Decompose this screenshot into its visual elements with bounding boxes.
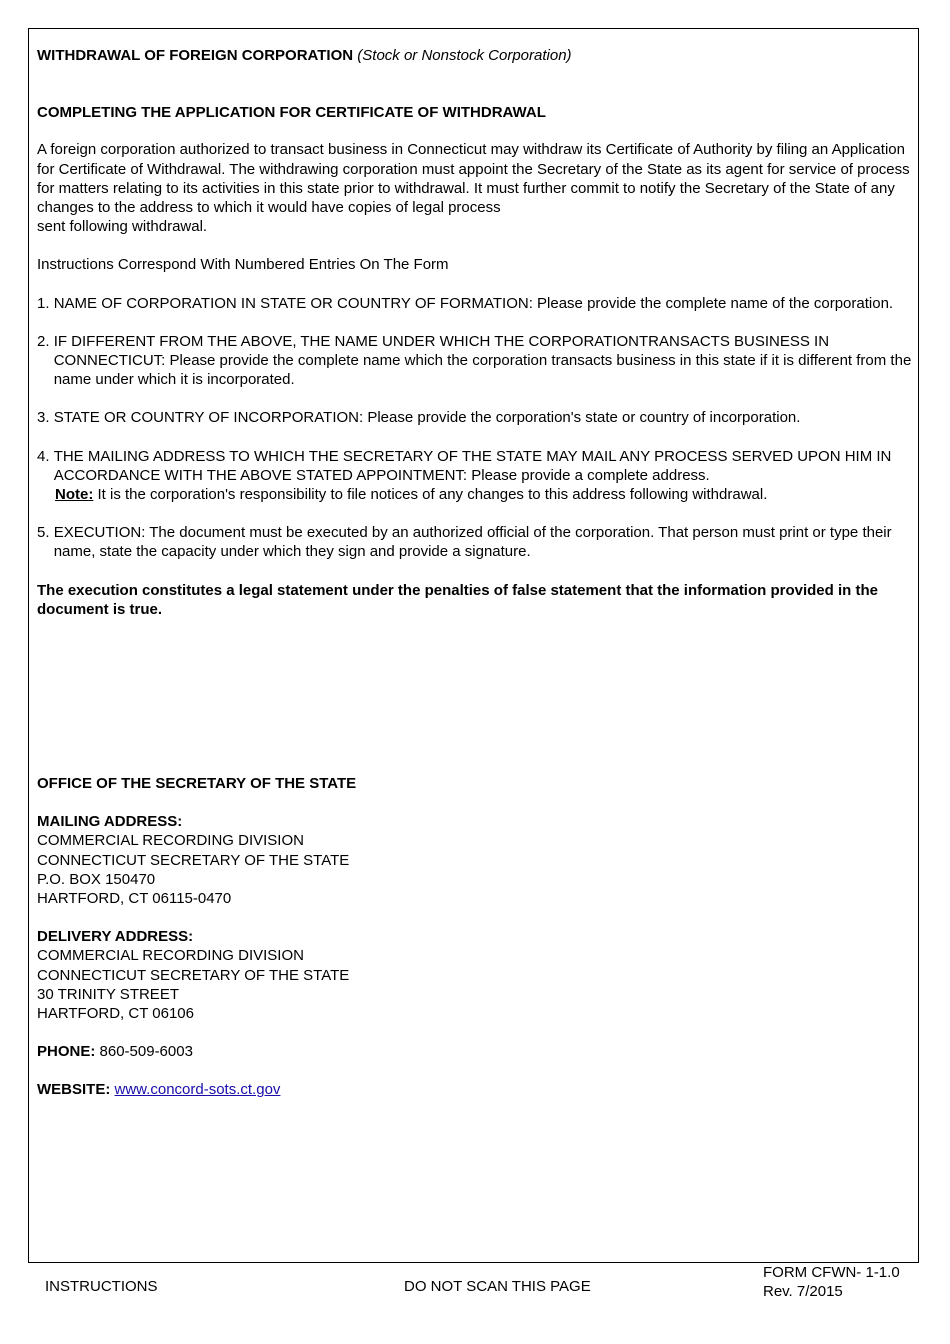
intro-text-tail: sent following withdrawal. (37, 218, 208, 236)
delivery-address-line: COMMERCIAL RECORDING DIVISION (37, 947, 304, 965)
intro-text: A foreign corporation authorized to transact business in Connecticut may withdraw its Certificate of Authority by filing an Application for Certificate of Withdrawal. The withdrawing corporation must appoint the Secretary of the State as its agent for service of process for matters relating to its activities in this state prior to withdrawal. It must further commit to notify the Secretary of the State of any changes to the address to which it would have copies of legal process (37, 141, 910, 217)
item-text: NAME OF CORPORATION IN STATE OR COUNTRY OF FORMATION: Please provide the complete name of the corporation. (53, 294, 894, 312)
legal-statement: The execution constitutes a legal statement under the penalties of false statement that the information provided in the document is true. (37, 581, 878, 618)
mailing-address-line: CONNECTICUT SECRETARY OF THE STATE (37, 851, 350, 869)
note-text: It is the corporation's responsibility to file notices of any changes to this address following withdrawal. (97, 486, 768, 504)
office-title: OFFICE OF THE SECRETARY OF THE STATE (37, 775, 357, 792)
instruction-item-2 (37, 332, 917, 390)
item-number: 5. (37, 524, 54, 542)
mailing-address-line: HARTFORD, CT 06115-0470 (37, 890, 232, 908)
footer-form-id (763, 1263, 900, 1301)
website-label: WEBSITE: (37, 1081, 111, 1099)
form-revision: Rev. 7/2015 (763, 1283, 843, 1300)
note-line (37, 485, 917, 504)
website-link[interactable]: www.concord-sots.ct.gov (114, 1081, 281, 1099)
form-number: FORM CFWN- 1-1.0 (763, 1264, 900, 1281)
item-text: STATE OR COUNTRY OF INCORPORATION: Please provide the corporation's state or country of incorporation. (53, 409, 801, 427)
intro-paragraph (37, 140, 917, 236)
phone-row (37, 1042, 637, 1061)
footer-instructions-label: INSTRUCTIONS (45, 1278, 158, 1295)
item-text-wrap (54, 447, 917, 485)
section-heading: COMPLETING THE APPLICATION FOR CERTIFICATE OF WITHDRAWAL (37, 104, 546, 122)
mailing-address-label: MAILING ADDRESS: (37, 813, 183, 831)
item-text: THE MAILING ADDRESS TO WHICH THE SECRETARY OF THE STATE MAY MAIL ANY PROCESS SERVED UPON HIM IN ACCORDANCE WITH THE ABOVE STATED APPOINTMENT: Please provide a complete address. (53, 447, 892, 484)
footer-do-not-scan: DO NOT SCAN THIS PAGE (404, 1278, 591, 1295)
item-number: 2. (37, 332, 54, 350)
item-number: 1. (37, 294, 54, 312)
delivery-address-line: CONNECTICUT SECRETARY OF THE STATE (37, 966, 350, 984)
form-title-subtitle: (Stock or Nonstock Corporation) (357, 47, 572, 64)
note-label: Note: (55, 486, 94, 504)
office-contact-block (37, 774, 637, 1100)
phone-label: PHONE: (37, 1043, 96, 1061)
correspond-note: Instructions Correspond With Numbered Entries On The Form (37, 256, 449, 274)
mailing-address-line: P.O. BOX 150470 (37, 870, 156, 888)
item-number: 4. (37, 447, 54, 465)
instructions-body (37, 46, 917, 619)
item-text: IF DIFFERENT FROM THE ABOVE, THE NAME UNDER WHICH THE CORPORATIONTRANSACTS BUSINESS IN CONNECTICUT: Please provide the complete name which the corporation transacts business in this state if it is different from the name under which it is incorporated. (53, 332, 912, 389)
delivery-address-line: HARTFORD, CT 06106 (37, 1005, 194, 1023)
delivery-address-line: 30 TRINITY STREET (37, 985, 179, 1003)
instruction-item-1 (37, 294, 917, 313)
item-number: 3. (37, 409, 54, 427)
item-text: EXECUTION: The document must be executed by an authorized official of the corporation. That person must print or type their name, state the capacity under which they sign and provide a signature. (53, 524, 892, 561)
phone-number: 860-509-6003 (99, 1043, 193, 1061)
instruction-item-3 (37, 408, 917, 427)
instruction-item-5 (37, 523, 917, 561)
mailing-address-line: COMMERCIAL RECORDING DIVISION (37, 832, 304, 850)
website-row (37, 1080, 637, 1099)
form-title-main: WITHDRAWAL OF FOREIGN CORPORATION (37, 47, 354, 64)
delivery-address-label: DELIVERY ADDRESS: (37, 928, 194, 946)
instruction-item-4 (37, 447, 917, 485)
form-title (37, 46, 917, 65)
